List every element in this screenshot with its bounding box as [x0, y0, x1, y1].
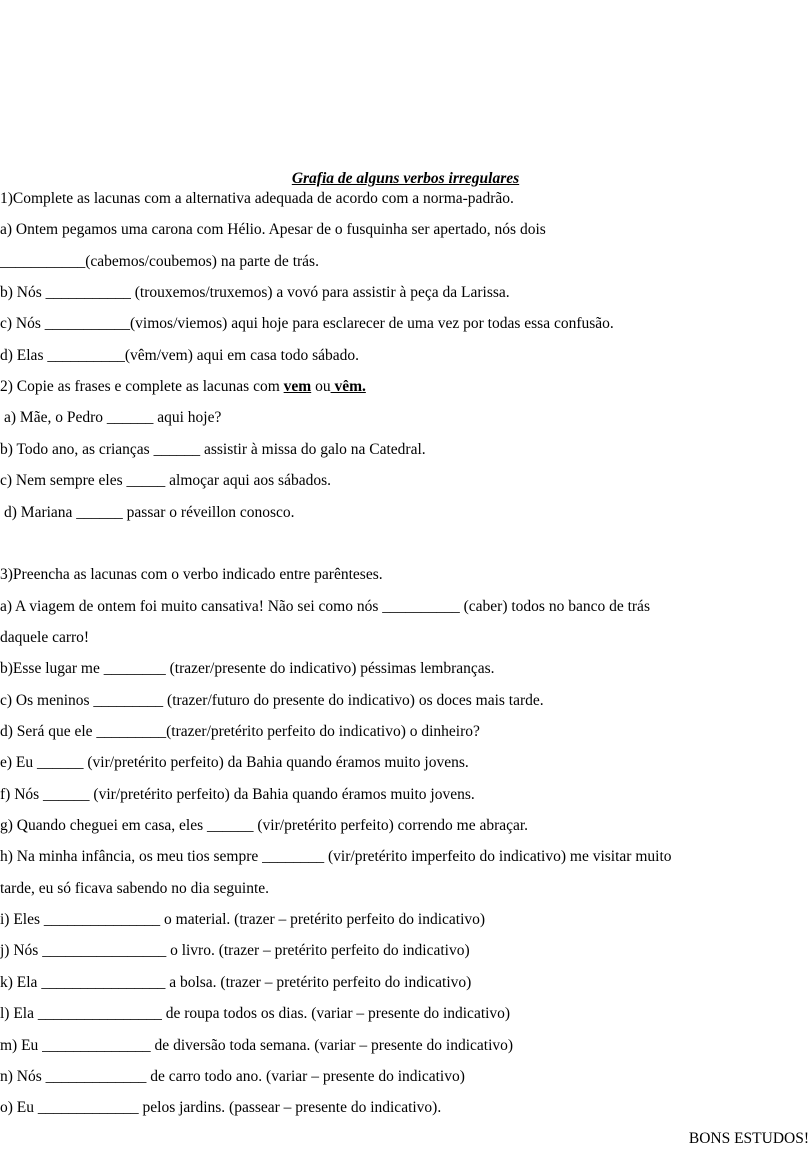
q3-heading: 3)Preencha as lacunas com o verbo indicado entre parênteses. [0, 566, 383, 583]
q3-item-l: l) Ela ________________ de roupa todos os dias. (variar – presente do indicativo) [0, 1005, 511, 1022]
q3-item-f: f) Nós ______ (vir/pretérito perfeito) da Bahia quando éramos muito jovens. [0, 786, 475, 803]
q2-heading [0, 376, 366, 398]
q2-item-b: b) Todo ano, as crianças ______ assistir à missa do galo na Catedral. [0, 441, 426, 458]
q3-item-i: i) Eles _______________ o material. (trazer – pretérito perfeito do indicativo) [0, 911, 486, 928]
q1-heading: 1)Complete as lacunas com a alternativa adequada de acordo com a norma-padrão. [0, 190, 514, 207]
q1-item-b: b) Nós ___________ (trouxemos/truxemos) a vovó para assistir à peça da Larissa. [0, 284, 510, 301]
q2-heading-prefix: 2) Copie as frases e complete as lacunas com [0, 378, 284, 395]
q3-item-a-line1: a) A viagem de ontem foi muito cansativa! Não sei como nós __________ (caber) todos no banco de trás [0, 598, 650, 615]
closing-message: BONS ESTUDOS! [688, 1130, 809, 1147]
q3-item-d: d) Será que ele _________(trazer/pretérito perfeito do indicativo) o dinheiro? [0, 723, 480, 740]
q3-item-h-line1: h) Na minha infância, os meu tios sempre ________ (vir/pretérito imperfeito do indicativo) me visitar muito [0, 848, 672, 865]
q3-item-b: b)Esse lugar me ________ (trazer/presente do indicativo) péssimas lembranças. [0, 660, 495, 677]
q2-item-a: a) Mãe, o Pedro ______ aqui hoje? [4, 409, 222, 426]
worksheet-title: Grafia de alguns verbos irregulares [291, 170, 520, 187]
q1-item-a-line2: ___________(cabemos/coubemos) na parte de trás. [0, 253, 319, 270]
q1-item-d: d) Elas __________(vêm/vem) aqui em casa todo sábado. [0, 347, 359, 364]
q3-item-n: n) Nós _____________ de carro todo ano. (variar – presente do indicativo) [0, 1068, 465, 1085]
q3-item-h-line2: tarde, eu só ficava sabendo no dia seguinte. [0, 880, 270, 897]
q2-item-d: d) Mariana ______ passar o réveillon conosco. [4, 504, 295, 521]
q3-item-j: j) Nós ________________ o livro. (trazer – pretérito perfeito do indicativo) [0, 942, 470, 959]
q2-word-vem: vem [283, 378, 312, 395]
q3-item-k: k) Ela ________________ a bolsa. (trazer – pretérito perfeito do indicativo) [0, 974, 472, 991]
q3-item-g: g) Quando cheguei em casa, eles ______ (vir/pretérito perfeito) correndo me abraçar. [0, 817, 529, 834]
q2-word-vem-plural: vêm. [330, 378, 366, 395]
q1-item-c: c) Nós ___________(vimos/viemos) aqui hoje para esclarecer de uma vez por todas essa confusão. [0, 315, 614, 332]
q2-item-c: c) Nem sempre eles _____ almoçar aqui aos sábados. [0, 472, 331, 489]
q3-item-e: e) Eu ______ (vir/pretérito perfeito) da Bahia quando éramos muito jovens. [0, 754, 469, 771]
q1-item-a-line1: a) Ontem pegamos uma carona com Hélio. Apesar de o fusquinha ser apertado, nós dois [0, 221, 546, 238]
q3-item-m: m) Eu ______________ de diversão toda semana. (variar – presente do indicativo) [0, 1037, 514, 1054]
q3-item-a-line2: daquele carro! [0, 629, 90, 646]
q2-heading-middle: ou [311, 378, 331, 395]
q3-item-c: c) Os meninos _________ (trazer/futuro do presente do indicativo) os doces mais tarde. [0, 692, 544, 709]
q3-item-o: o) Eu _____________ pelos jardins. (passear – presente do indicativo). [0, 1099, 442, 1116]
